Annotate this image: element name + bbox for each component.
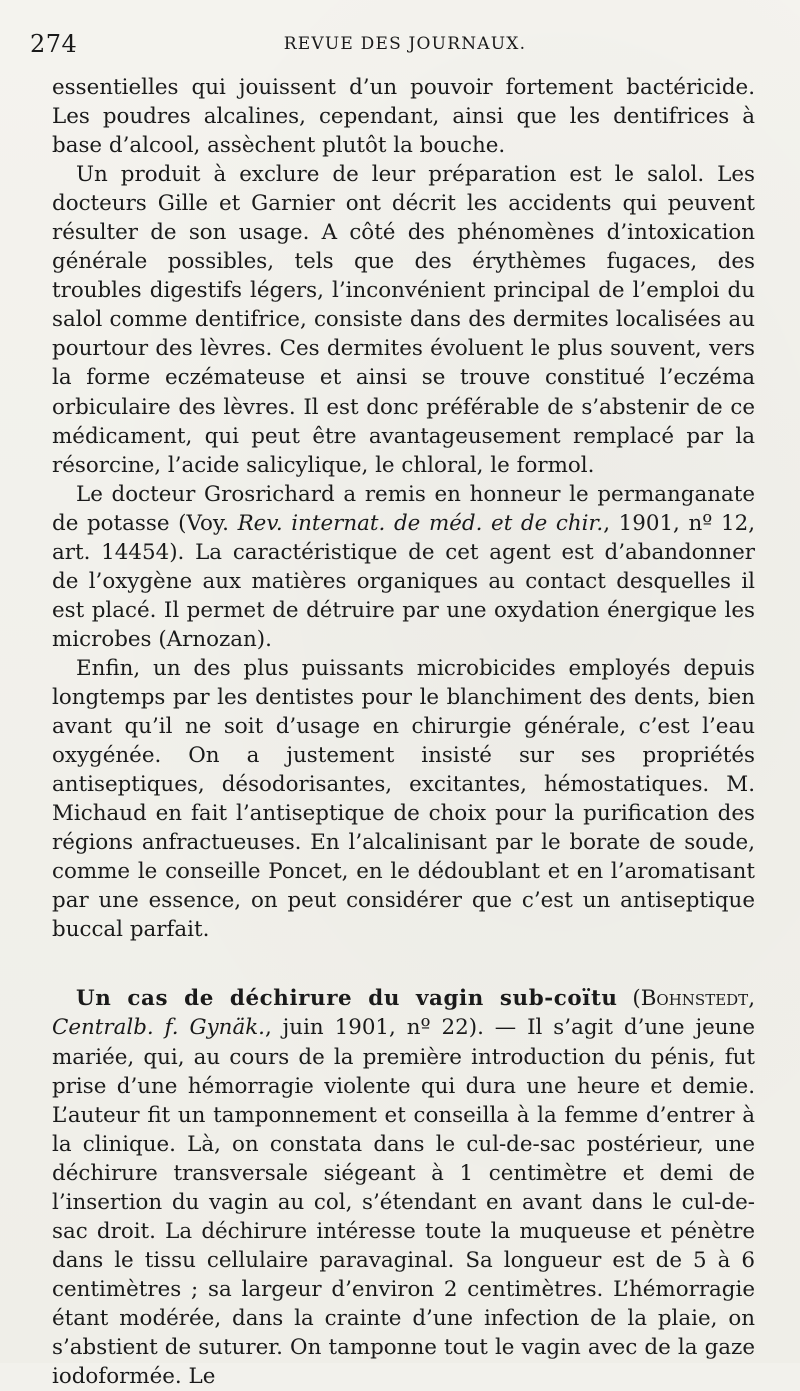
- paragraph-text: , 1901, nº 12, art. 14454). La caractéristique de cet agent est d’abandonner de l’oxygène aux matières organiques au contact desquelles il est placé. Il permet de détruire par une oxydation énergique les microbes (Arnozan).: [52, 510, 755, 652]
- article-title: Un cas de déchirure du vagin sub-coïtu: [76, 986, 618, 1012]
- paragraph: Enfin, un des plus puissants microbicides employés depuis longtemps par les dentistes pour le blanchiment des dents, bien avant qu’il ne soit d’usage en chirurgie générale, c’est l’eau oxygénée. On a justement insisté sur ses propriétés antiseptiques, désodorisantes, excitantes, hémostatiques. M. Michaud en fait l’antiseptique de choix pour la purification des régions anfractueuses. En l’alcalinisant par le borate de soude, comme le conseille Poncet, en le dédoublant et en l’aromatisant par une essence, on peut considérer que c’est un antiseptique buccal parfait.: [52, 655, 755, 943]
- paragraph: [52, 480, 755, 654]
- article-journal: Centralb. f. Gynäk.: [52, 1015, 265, 1041]
- running-title: REVUE DES JOURNAUX.: [283, 34, 527, 54]
- body-text: [52, 73, 755, 1391]
- article-abstract: Un cas de déchirure du vagin sub-coïtu (Bohnstedt, Centralb. f. Gynäk., juin 1901, nº 22). — Il s’agit d’une jeune mariée, qui, au cours de la première introduction du pénis, fut prise d’une hémorragie violente qui dura une heure et demie. L’auteur fit un tamponnement et conseilla à la femme d’entrer à la clinique. Là, on constata dans le cul-de-sac postérieur, une déchirure transversale siégeant à 1 centimètre et demi de l’insertion du vagin au col, s’étendant en avant dans le cul-de-sac droit. La déchirure intéresse toute la muqueuse et pénètre dans le tissu cellulaire paravaginal. Sa longueur est de 5 à 6 centimètres ; sa largeur d’environ 2 centimètres. L’hémorragie étant modérée, dans la crainte d’une infection de la plaie, on s’abstient de suturer. On tamponne tout le vagin avec de la gaze iodoformée. Le: [52, 986, 755, 1390]
- paragraph: Un produit à exclure de leur préparation est le salol. Les docteurs Gille et Garnier ont décrit les accidents qui peuvent résulter de son usage. A côté des phénomènes d’intoxication générale possibles, tels que des érythèmes fugaces, des troubles digestifs légers, l’inconvénient principal de l’emploi du salol comme dentifrice, consiste dans des dermites localisées au pourtour des lèvres. Ces dermites évoluent le plus souvent, vers la forme eczémateuse et ainsi se trouve constitué l’eczéma orbiculaire des lèvres. Il est donc préférable de s’abstenir de ce médicament, qui peut être avantageusement remplacé par la résorcine, l’acide salicylique, le chloral, le formol.: [52, 162, 755, 478]
- article-author: Bohnstedt: [640, 986, 749, 1012]
- paragraph: essentielles qui jouissent d’un pouvoir fortement bactéricide. Les poudres alcalines, cependant, ainsi que les dentifrices à base d’alcool, assèchent plutôt la bouche.: [52, 75, 755, 159]
- paragraph-text: Le docteur Grosrichard a remis en honneur le permanganate de potasse (Voy.: [52, 481, 755, 536]
- running-head: [30, 30, 760, 60]
- article-body: Il s’agit d’une jeune mariée, qui, au cours de la première introduction du pénis, fut prise d’une hémorragie violente qui dura une heure et demie. L’auteur fit un tamponnement et conseilla à la femme d’entrer à la clinique. Là, on constata dans le cul-de-sac postérieur, une déchirure transversale siégeant à 1 centimètre et demi de l’insertion du vagin au col, s’étendant en avant dans le cul-de-sac droit. La déchirure intéresse toute la muqueuse et pénètre dans le tissu cellulaire paravaginal. Sa longueur est de 5 à 6 centimètres ; sa largeur d’environ 2 centimètres. L’hémorragie étant modérée, dans la crainte d’une infection de la plaie, on s’abstient de suturer. On tamponne tout le vagin avec de la gaze iodoformée. Le: [52, 1015, 755, 1390]
- article-citation: , juin 1901, nº 22). —: [264, 1015, 528, 1041]
- journal-reference: Rev. internat. de méd. et de chir.: [237, 510, 604, 536]
- section-gap: [52, 944, 755, 984]
- page-number: 274: [30, 30, 78, 58]
